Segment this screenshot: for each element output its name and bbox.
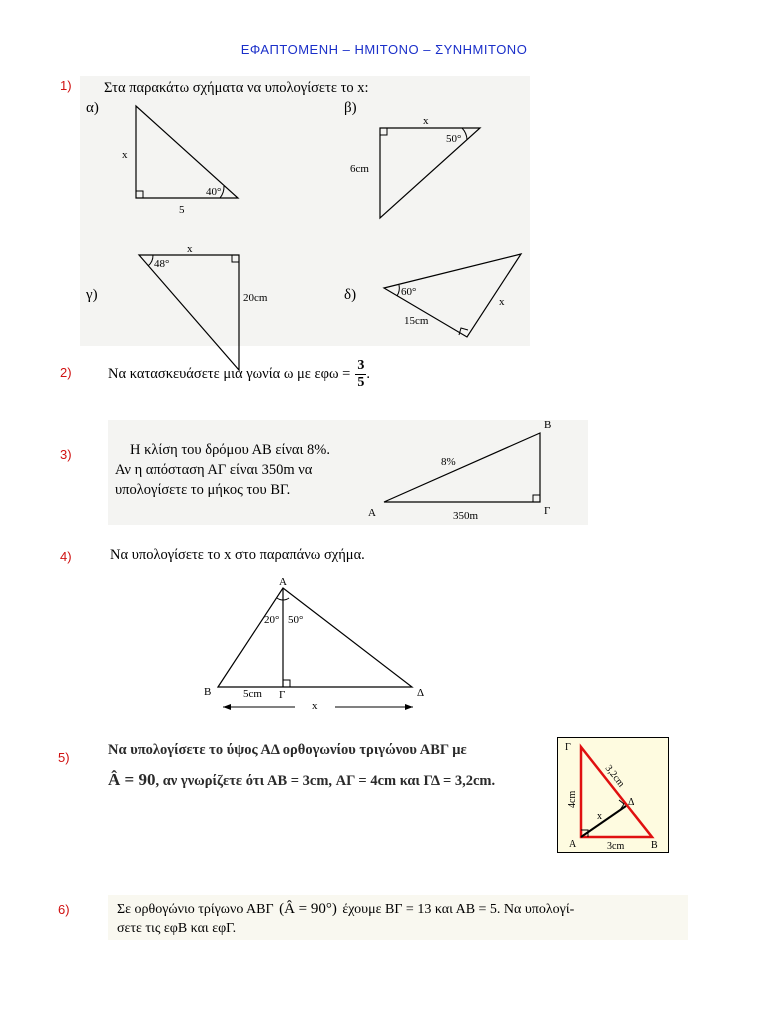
question-2-text-after: . bbox=[366, 365, 370, 382]
question-5-figure-box bbox=[557, 737, 669, 853]
figure-b-angle: 50° bbox=[446, 133, 462, 145]
question-5-line-2 bbox=[108, 770, 495, 790]
question-4-text: Να υπολογίσετε το x στο παραπάνω σχήμα. bbox=[110, 547, 365, 563]
question-4-figure bbox=[195, 570, 445, 715]
q5-x-label: x bbox=[597, 811, 602, 822]
question-3-line-3: υπολογίσετε το μήκος του ΒΓ. bbox=[115, 482, 291, 498]
page-title: ΕΦΑΠΤΟΜΕΝΗ – ΗΜΙΤΟΝΟ – ΣΥΝΗΜΙΤΟΝΟ bbox=[240, 42, 528, 57]
question-5-figure bbox=[558, 738, 668, 852]
q4-vertex-b: Β bbox=[204, 686, 212, 698]
q3-vertex-b: Β bbox=[544, 419, 552, 431]
figure-d-side-bottom: 15cm bbox=[404, 315, 429, 327]
figure-d-label: δ) bbox=[344, 287, 357, 303]
question-1-text: Στα παρακάτω σχήματα να υπολογίσετε το x: bbox=[104, 80, 369, 96]
q5-ab-label: 3cm bbox=[607, 841, 625, 852]
question-1-number: 1) bbox=[60, 78, 72, 93]
figure-c-angle: 48° bbox=[154, 258, 170, 270]
q3-base-label: 350m bbox=[453, 510, 479, 522]
question-5-angle: Â = 90 bbox=[108, 770, 156, 789]
figure-b-side-x: x bbox=[423, 115, 429, 127]
q5-vertex-g: Γ bbox=[565, 742, 571, 753]
figure-a-triangle bbox=[110, 100, 250, 220]
q4-vertex-a: Α bbox=[279, 576, 287, 588]
question-2-fraction bbox=[355, 359, 366, 390]
figure-a-side-base: 5 bbox=[179, 204, 185, 216]
figure-b-triangle bbox=[340, 110, 500, 230]
question-6-number: 6) bbox=[58, 902, 70, 917]
q4-angle-20: 20° bbox=[264, 614, 280, 626]
q5-vertex-b: Β bbox=[651, 840, 658, 851]
figure-c-side-x: x bbox=[187, 243, 193, 255]
figure-d-triangle bbox=[375, 245, 535, 345]
question-3-text bbox=[115, 440, 330, 500]
fraction-denominator: 5 bbox=[357, 374, 365, 390]
q3-vertex-g: Γ bbox=[544, 505, 551, 517]
q5-vertex-a: Α bbox=[569, 839, 577, 850]
figure-d-side-x: x bbox=[499, 296, 505, 308]
question-6-angle: (Â = 90°) bbox=[279, 901, 337, 917]
question-5-number: 5) bbox=[58, 750, 70, 765]
figure-c-side-right: 20cm bbox=[243, 292, 268, 304]
question-2-number: 2) bbox=[60, 365, 72, 380]
question-6-line-1 bbox=[117, 901, 574, 918]
q3-slope-label: 8% bbox=[441, 456, 456, 468]
question-5-line-1: Να υπολογίσετε το ύψος ΑΔ ορθογωνίου τριγώνου ΑΒΓ με bbox=[108, 742, 467, 758]
question-3-number: 3) bbox=[60, 447, 72, 462]
figure-a-angle: 40° bbox=[206, 186, 222, 198]
q5-vertex-d: Δ bbox=[628, 797, 635, 808]
figure-b-label: β) bbox=[344, 100, 357, 116]
q4-vertex-g: Γ bbox=[279, 689, 286, 701]
q5-ag-label: 4cm bbox=[567, 790, 578, 808]
q4-x-label: x bbox=[312, 700, 318, 712]
q4-angle-50: 50° bbox=[288, 614, 304, 626]
question-2-text bbox=[108, 355, 370, 393]
q3-vertex-a: Α bbox=[368, 507, 376, 519]
figure-a-side-x: x bbox=[122, 149, 128, 161]
question-3-line-1: Η κλίση του δρόμου ΑΒ είναι 8%. bbox=[130, 442, 330, 458]
question-5-line-2-rest: , αν γνωρίζετε ότι ΑΒ = 3cm, ΑΓ = 4cm και ΓΔ = 3,2cm. bbox=[155, 773, 496, 789]
question-6-line-1-a: Σε ορθογώνιο τρίγωνο ΑΒΓ bbox=[117, 902, 274, 917]
figure-d-angle: 60° bbox=[401, 286, 417, 298]
q4-vertex-d: Δ bbox=[417, 687, 425, 699]
question-6-line-2: σετε τις εφΒ και εφΓ. bbox=[117, 921, 237, 936]
fraction-numerator: 3 bbox=[357, 357, 365, 373]
figure-c-label: γ) bbox=[86, 287, 98, 303]
figure-b-side-left: 6cm bbox=[350, 163, 369, 175]
q5-gd-label: 3,2cm bbox=[602, 763, 627, 790]
question-3-figure bbox=[360, 415, 590, 525]
question-3-line-2: Αν η απόσταση ΑΓ είναι 350m να bbox=[115, 462, 313, 478]
q4-segment-5cm: 5cm bbox=[243, 688, 262, 700]
figure-a-label: α) bbox=[86, 100, 99, 116]
question-2-text-before: Να κατασκευάσετε μια γωνία ω με εφω = bbox=[108, 365, 351, 382]
question-6-line-1-b: έχουμε ΒΓ = 13 και ΑΒ = 5. Να υπολογί- bbox=[342, 902, 575, 917]
question-4-number: 4) bbox=[60, 549, 72, 564]
